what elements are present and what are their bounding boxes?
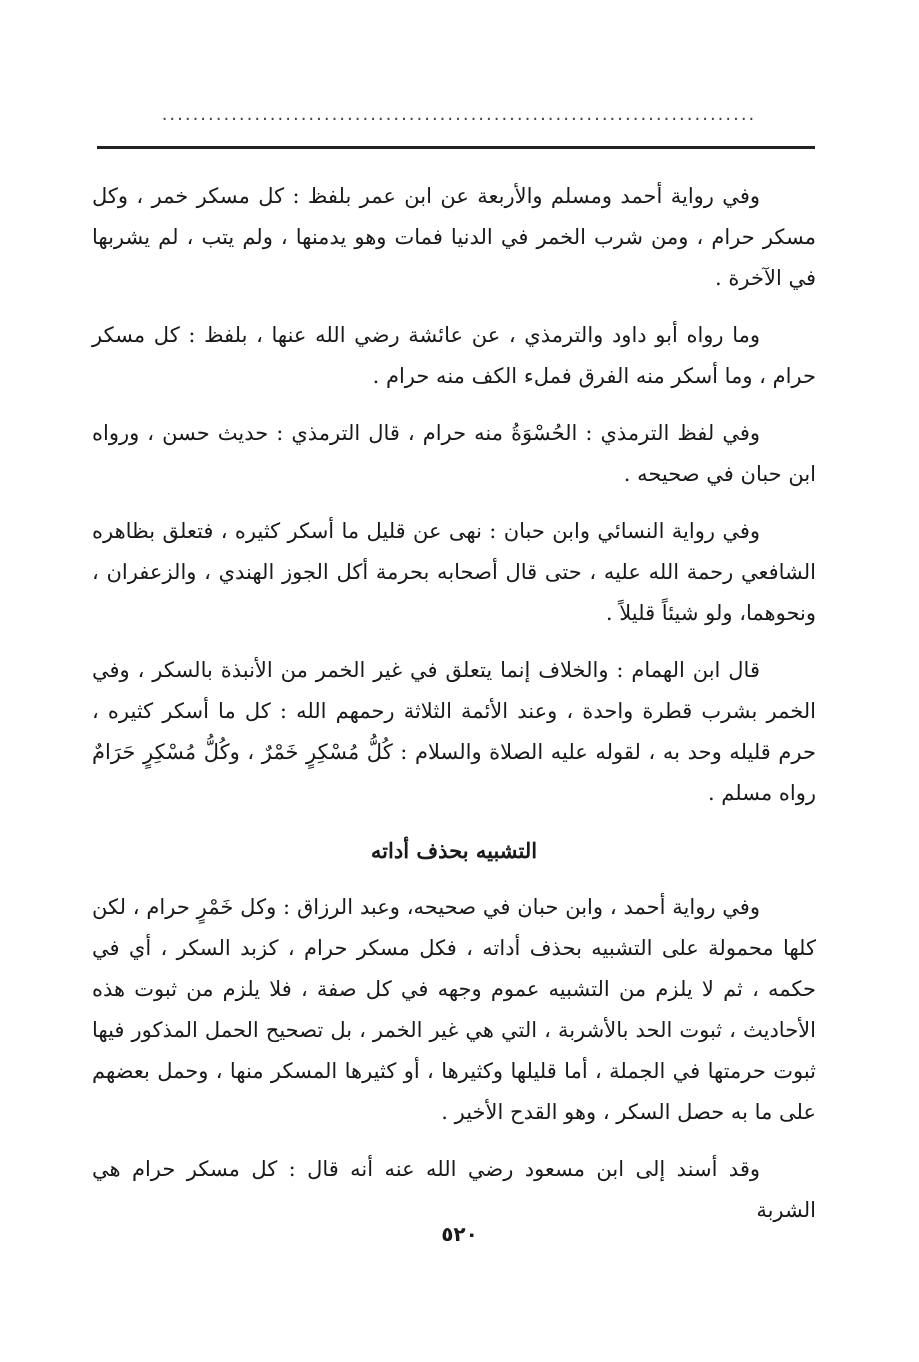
paragraph: وفي لفظ الترمذي : الحُسْوَةُ منه حرام ، قال الترمذي : حديث حسن ، ورواه ابن حبان في صحيحه . [92, 421, 816, 486]
paragraph: وفي رواية أحمد ومسلم والأربعة عن ابن عمر بلفظ : كل مسكر خمر ، وكل مسكر حرام ، ومن شرب الخمر في الدنيا فمات وهو يدمنها ، ولم يتب ، لم يشربها في الآخرة . [92, 184, 816, 290]
paragraph: وفي رواية النسائي وابن حبان : نهى عن قليل ما أسكر كثيره ، فتعلق بظاهره الشافعي رحمة الله عليه ، حتى قال أصحابه بحرمة أكل الجوز الهندي ، والزعفران ، ونحوهما، ولو شيئاً قليلاً . [92, 519, 816, 625]
section-heading: التشبيه بحذف أداته [370, 838, 538, 863]
paragraph: وما رواه أبو داود والترمذي ، عن عائشة رضي الله عنها ، بلفظ : كل مسكر حرام ، وما أسكر منه الفرق فملء الكف منه حرام . [92, 323, 816, 388]
page-number: ٥٢٠ [441, 1222, 478, 1246]
header-rule [97, 146, 815, 149]
paragraph: وقد أسند إلى ابن مسعود رضي الله عنه أنه قال : كل مسكر حرام هي الشربة [92, 1157, 816, 1222]
paragraph: قال ابن الهمام : والخلاف إنما يتعلق في غير الخمر من الأنبذة بالسكر ، وفي الخمر بشرب قطرة واحدة ، وعند الأئمة الثلاثة رحمهم الله : كل ما أسكر كثيره ، حرم قليله وحد به ، لقوله عليه الصلاة والسلام : كُلُّ مُسْكِرٍ خَمْرٌ ، وكُلُّ مُسْكِرٍ حَرَامٌ رواه مسلم . [92, 658, 816, 805]
header-dotted-line: ............................................................................. [161, 104, 757, 125]
paragraph: وفي رواية أحمد ، وابن حبان في صحيحه، وعبد الرزاق : وكل خَمْرٍ حرام ، لكن كلها محمولة على التشبيه بحذف أداته ، فكل مسكر حرام ، كزبد السكر ، أي في حكمه ، ثم لا يلزم من التشبيه عموم وجهه في كل صفة ، فلا يلزم من ثبوت هذه الأحاديث ، ثبوت الحد بالأشربة ، التي هي غير الخمر ، بل تصحيح الحمل المذكور فيها ثبوت حرمتها في الجملة ، أما قليلها وكثيرها ، أو كثيرها المسكر منها ، وحمل بعضهم على ما به حصل السكر ، وهو القدح الأخير . [92, 895, 816, 1124]
body-text [92, 176, 816, 1247]
